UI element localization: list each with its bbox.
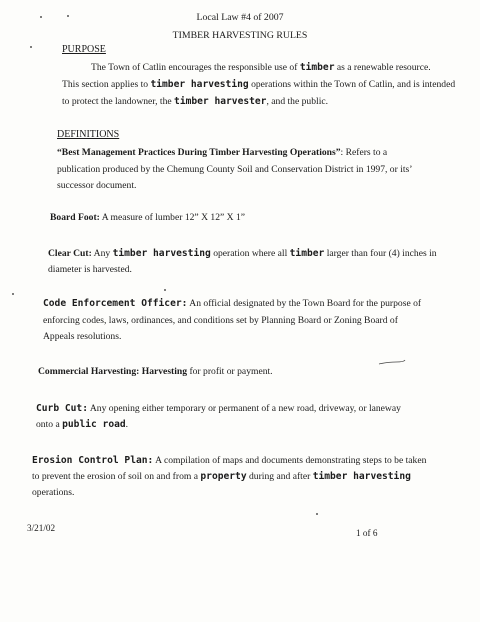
scan-speck <box>30 46 32 48</box>
footer-date: 3/21/02 <box>27 523 56 533</box>
purpose-line-1: The Town of Catlin encourages the responsible use of timber as a renewable resource. <box>91 62 431 73</box>
definition-erosion-line-3: operations. <box>32 487 75 498</box>
definition-erosion-line-1: Erosion Control Plan: A compilation of maps and documents demonstrating steps to be taken <box>32 455 427 466</box>
definition-code-officer-line-2: enforcing codes, laws, ordinances, and conditions set by Planning Board or Zoning Board of <box>43 315 398 326</box>
document-title: TIMBER HARVESTING RULES <box>172 30 308 41</box>
law-number: Local Law #4 of 2007 <box>196 12 284 23</box>
page-number: 1 of 6 <box>356 528 378 538</box>
definition-clear-cut-line-1: Clear Cut: Any timber harvesting operation where all timber larger than four (4) inches in <box>48 248 437 259</box>
purpose-heading: PURPOSE <box>62 44 106 55</box>
scan-speck <box>316 513 318 515</box>
scan-speck <box>12 293 14 295</box>
definition-bmp-line-3: successor document. <box>57 180 137 191</box>
definition-bmp-line-2: publication produced by the Chemung County Soil and Conservation District in 1997, or its’ <box>57 164 413 175</box>
purpose-line-2: This section applies to timber harvesting operations within the Town of Catlin, and is intended <box>62 79 456 90</box>
definition-clear-cut-line-2: diameter is harvested. <box>48 264 132 275</box>
definition-term: “Best Management Practices During Timber Harvesting Operations” <box>57 147 341 158</box>
definition-term: Code Enforcement Officer: <box>43 298 188 309</box>
definition-erosion-line-2: to prevent the erosion of soil on and from a property during and after timber harvesting <box>32 471 411 482</box>
definition-term: Curb Cut: <box>36 403 88 414</box>
definition-curb-cut-line-2: onto a public road. <box>36 419 129 430</box>
definition-board-foot: Board Foot: A measure of lumber 12” X 12” X 1” <box>50 212 246 223</box>
definition-curb-cut-line-1: Curb Cut: Any opening either temporary or permanent of a new road, driveway, or laneway <box>36 403 401 414</box>
scan-speck <box>40 16 42 18</box>
scan-speck <box>164 289 166 291</box>
definition-term: Erosion Control Plan: <box>32 455 154 466</box>
definition-term: Commercial Harvesting: <box>38 366 140 377</box>
scan-speck <box>67 15 69 17</box>
definition-code-officer-line-1: Code Enforcement Officer: An official designated by the Town Board for the purpose of <box>43 298 422 309</box>
definition-bmp-line-1: “Best Management Practices During Timber Harvesting Operations”: Refers to a <box>57 147 388 158</box>
definition-code-officer-line-3: Appeals resolutions. <box>43 331 122 342</box>
definitions-heading: DEFINITIONS <box>57 129 120 140</box>
definition-term: Clear Cut: <box>48 248 92 259</box>
definition-commercial-harvesting: Commercial Harvesting: Harvesting for profit or payment. <box>38 366 273 377</box>
pen-mark <box>378 359 406 365</box>
purpose-line-3: to protect the landowner, the timber harvester, and the public. <box>62 96 329 107</box>
definition-term: Board Foot: <box>50 212 100 223</box>
